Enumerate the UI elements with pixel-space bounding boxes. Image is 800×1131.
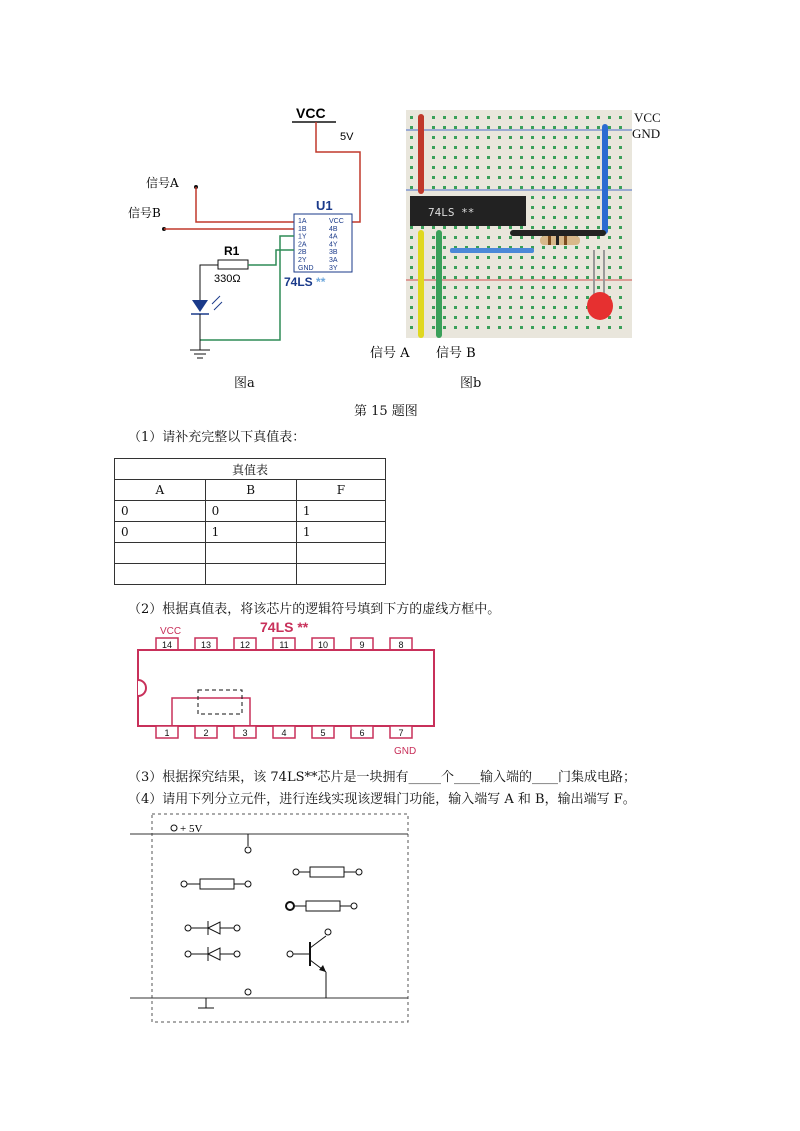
- top-pin: [195, 638, 217, 650]
- chip-pin-label: 4A: [329, 233, 338, 241]
- chip-pin-label: 4Y: [329, 241, 338, 249]
- truth-table-title: 真值表: [115, 459, 386, 480]
- figure-b-breadboard: [370, 110, 680, 365]
- question-2: （2）根据真值表，将该芯片的逻辑符号填到下方的虚线方框中。: [128, 602, 501, 617]
- transistor[interactable]: [287, 929, 331, 998]
- figure-title: 第 15 题图: [354, 404, 418, 419]
- pinout-title: 74LS **: [260, 619, 309, 635]
- resistor-value: 330Ω: [214, 273, 241, 285]
- chip-pin-label: 2A: [298, 241, 307, 249]
- table-row: [115, 522, 386, 543]
- chip-pin-label: 2B: [298, 249, 307, 257]
- chip-pin-label: 3Y: [329, 264, 338, 272]
- bottom-terminal[interactable]: [245, 989, 251, 995]
- question-3: （3）根据探究结果，该 74LS**芯片是一块拥有_____个____输入端的____门集成电路；: [128, 770, 636, 785]
- svg-text:6: 6: [359, 728, 365, 738]
- top-pin: [234, 638, 256, 650]
- table-row: [115, 564, 386, 585]
- voltage-label: 5V: [340, 131, 354, 143]
- diode-2[interactable]: [185, 947, 240, 961]
- svg-text:13: 13: [200, 640, 212, 650]
- svg-text:14: 14: [161, 640, 173, 650]
- signal-b-label: 信号B: [128, 206, 161, 220]
- figure-b-caption: 图b: [460, 376, 482, 391]
- pinout-vcc-label: VCC: [160, 626, 182, 637]
- chip-pin-label: VCC: [329, 218, 344, 225]
- ground-symbol: [190, 350, 210, 358]
- blank-cell[interactable]: [296, 564, 385, 585]
- blank-cell[interactable]: [296, 543, 385, 564]
- chip-pin-label: GND: [298, 264, 314, 272]
- svg-text:4: 4: [281, 728, 287, 738]
- chip-part: 74LS: [284, 275, 313, 289]
- pinout-gnd-label: GND: [394, 746, 417, 757]
- top-pin: [390, 638, 412, 650]
- blank-cell[interactable]: [205, 543, 296, 564]
- bottom-pin: [156, 726, 178, 738]
- svg-text:9: 9: [359, 640, 365, 650]
- vcc-label: VCC: [296, 105, 326, 121]
- resistor-1[interactable]: [181, 879, 251, 889]
- chip-pin-label: 4B: [329, 225, 338, 233]
- bb-gnd-label: GND: [632, 126, 661, 141]
- header-a: A: [115, 480, 206, 501]
- cell: 0: [115, 501, 206, 522]
- top-terminal[interactable]: [245, 847, 251, 853]
- top-pin: [312, 638, 334, 650]
- resistor-symbol: [218, 260, 248, 269]
- ground-symbol: [198, 998, 214, 1008]
- chip-pin-label: 3B: [329, 249, 338, 257]
- top-pin: [273, 638, 295, 650]
- breadboard-resistor: [540, 236, 580, 245]
- figure-a-schematic: [120, 100, 380, 365]
- bb-signal-a: 信号 A: [370, 346, 410, 361]
- svg-text:5: 5: [320, 728, 326, 738]
- figure-a-caption: 图a: [234, 376, 255, 391]
- question-1: （1）请补充完整以下真值表：: [128, 430, 306, 445]
- cell: 0: [115, 522, 206, 543]
- truth-table: [114, 458, 386, 585]
- chip-ref: U1: [316, 198, 333, 213]
- top-pin: [156, 638, 178, 650]
- svg-text:2: 2: [203, 728, 209, 738]
- blank-cell[interactable]: [205, 564, 296, 585]
- breadboard-led: [587, 292, 613, 320]
- svg-text:VCC: [634, 110, 661, 125]
- question-4: （4）请用下列分立元件，进行连线实现该逻辑门功能，输入端写 A 和 B，输出端写 F。: [128, 792, 636, 807]
- breadboard-chip-label: 74LS **: [428, 206, 475, 219]
- led-symbol: [191, 296, 222, 314]
- bottom-pin: [390, 726, 412, 738]
- chip-pin-label: 1A: [298, 218, 307, 225]
- bb-vcc-label: VCC: [634, 110, 661, 125]
- bb-signal-b: 信号 B: [436, 346, 476, 361]
- header-b: B: [205, 480, 296, 501]
- supply-label: + 5V: [180, 823, 203, 835]
- table-row: [115, 543, 386, 564]
- cell: 0: [205, 501, 296, 522]
- svg-text:1: 1: [164, 728, 170, 738]
- chip-part-suffix: **: [316, 275, 326, 289]
- svg-text:74LS **: [284, 275, 326, 289]
- svg-text:10: 10: [317, 640, 329, 650]
- chip-pin-label: 2Y: [298, 257, 307, 264]
- svg-text:3: 3: [242, 728, 248, 738]
- blank-cell[interactable]: [115, 564, 206, 585]
- discrete-components-box: [130, 812, 410, 1026]
- diode-1[interactable]: [185, 921, 240, 935]
- resistor-2[interactable]: [293, 867, 362, 877]
- signal-a-label: 信号A: [146, 176, 179, 190]
- bottom-pin: [312, 726, 334, 738]
- svg-text:11: 11: [279, 640, 289, 650]
- chip-pin-label: 1B: [298, 225, 307, 233]
- bottom-pin: [234, 726, 256, 738]
- bottom-pin: [273, 726, 295, 738]
- svg-text:8: 8: [398, 640, 404, 650]
- table-row: [115, 501, 386, 522]
- chip-pin-label: 3A: [329, 257, 338, 264]
- svg-text:12: 12: [239, 640, 251, 650]
- resistor-ref: R1: [224, 244, 240, 258]
- chip-pin-label: 1Y: [298, 233, 307, 241]
- top-pin: [351, 638, 373, 650]
- header-f: F: [296, 480, 385, 501]
- bottom-pin: [351, 726, 373, 738]
- bottom-pin: [195, 726, 217, 738]
- cell: 1: [296, 501, 385, 522]
- cell: 1: [296, 522, 385, 543]
- blank-cell[interactable]: [115, 543, 206, 564]
- resistor-3[interactable]: [286, 901, 357, 911]
- chip-pinout-diagram: [130, 618, 440, 758]
- cell: 1: [205, 522, 296, 543]
- svg-text:7: 7: [398, 728, 404, 738]
